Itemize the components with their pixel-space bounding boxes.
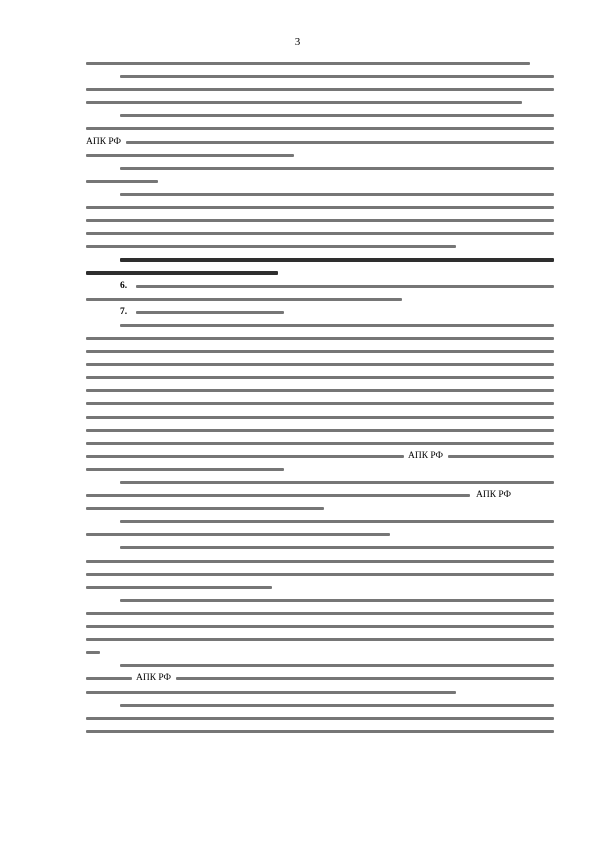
code-abbreviation: АПК РФ bbox=[136, 673, 172, 684]
text-line bbox=[86, 70, 554, 83]
code-abbreviation: АПК РФ bbox=[408, 450, 444, 461]
text-line bbox=[86, 384, 554, 397]
text-line bbox=[86, 489, 554, 502]
code-abbreviation: АПК РФ bbox=[86, 136, 122, 147]
text-line bbox=[86, 122, 554, 135]
page-number: 3 bbox=[294, 36, 301, 48]
text-line bbox=[86, 463, 554, 476]
text-line bbox=[86, 397, 554, 410]
text-line bbox=[86, 581, 554, 594]
text-line bbox=[86, 188, 554, 201]
text-line bbox=[86, 358, 554, 371]
text-line bbox=[86, 594, 554, 607]
text-line bbox=[86, 411, 554, 424]
text-line bbox=[86, 699, 554, 712]
text-line bbox=[86, 345, 554, 358]
text-line bbox=[86, 476, 554, 489]
text-line bbox=[86, 450, 554, 463]
text-line bbox=[86, 227, 554, 240]
text-line bbox=[86, 371, 554, 384]
text-line bbox=[86, 109, 554, 122]
text-line bbox=[86, 555, 554, 568]
bold-text-line bbox=[86, 267, 554, 280]
text-line bbox=[86, 725, 554, 738]
text-line bbox=[86, 437, 554, 450]
text-line bbox=[86, 541, 554, 554]
text-line bbox=[86, 659, 554, 672]
document-body bbox=[86, 57, 554, 738]
text-line bbox=[86, 162, 554, 175]
text-line bbox=[86, 57, 554, 70]
text-line bbox=[86, 96, 554, 109]
text-line bbox=[86, 568, 554, 581]
list-marker-6: 6. bbox=[120, 280, 128, 291]
text-line bbox=[86, 306, 554, 319]
text-line bbox=[86, 136, 554, 149]
text-line bbox=[86, 83, 554, 96]
text-line bbox=[86, 686, 554, 699]
text-line bbox=[86, 280, 554, 293]
text-line bbox=[86, 240, 554, 253]
text-line bbox=[86, 149, 554, 162]
bold-text-line bbox=[86, 253, 554, 266]
text-line bbox=[86, 175, 554, 188]
text-line bbox=[86, 607, 554, 620]
text-line bbox=[86, 712, 554, 725]
text-line bbox=[86, 620, 554, 633]
list-marker-7: 7. bbox=[120, 306, 128, 317]
text-line bbox=[86, 515, 554, 528]
text-line bbox=[86, 424, 554, 437]
text-line bbox=[86, 502, 554, 515]
text-line bbox=[86, 332, 554, 345]
code-abbreviation: АПК РФ bbox=[476, 490, 512, 501]
text-line bbox=[86, 633, 554, 646]
text-line bbox=[86, 293, 554, 306]
text-line bbox=[86, 528, 554, 541]
text-line bbox=[86, 672, 554, 685]
text-line bbox=[86, 214, 554, 227]
text-line bbox=[86, 646, 554, 659]
text-line bbox=[86, 201, 554, 214]
text-line bbox=[86, 319, 554, 332]
